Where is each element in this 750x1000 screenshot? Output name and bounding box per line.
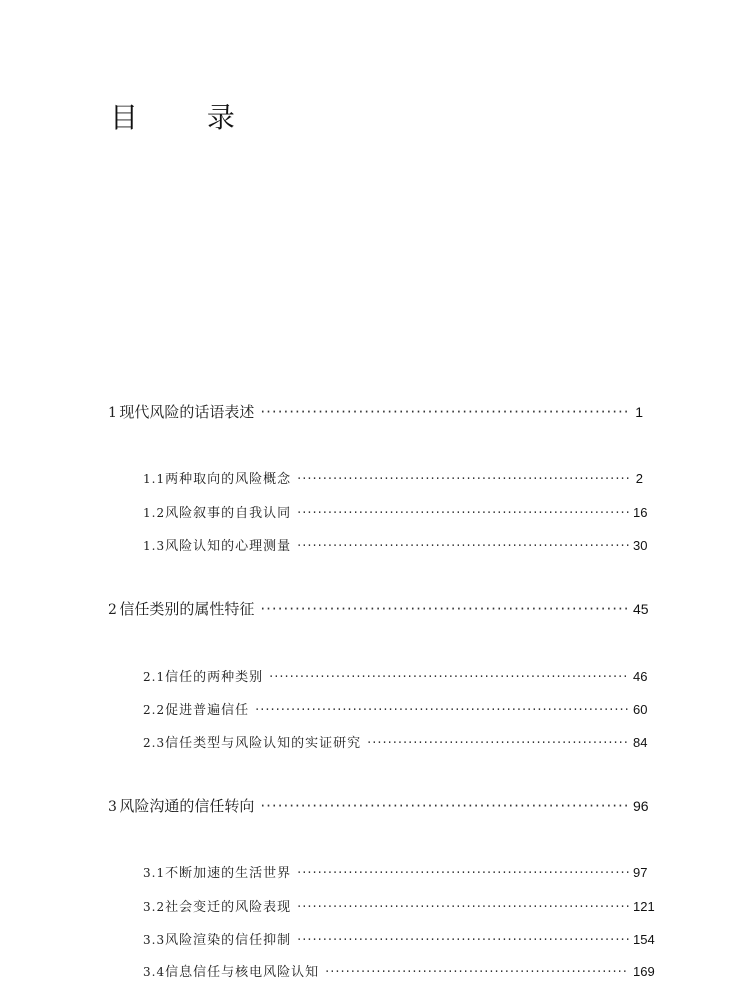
toc-section-2-3[interactable] [143,732,648,751]
toc-section-2-1[interactable] [143,666,648,685]
toc-section-3-3[interactable] [143,929,655,948]
page-number: 121 [633,899,655,914]
dot-leader [260,600,629,618]
section-title: 信任类型与风险认知的实证研究 [165,736,362,751]
page-number: 2 [635,471,643,486]
toc-chapter-2[interactable] [108,598,649,619]
section-title: 信任的两种类别 [165,670,264,685]
section-number: 2.1 [143,670,166,684]
dot-leader [297,900,629,915]
chapter-number: 3 [108,799,117,815]
chapter-number: 2 [108,602,117,618]
dot-leader [297,506,629,521]
toc-section-1-2[interactable] [143,502,648,521]
dot-leader [269,670,629,685]
section-number: 1.3 [143,539,166,553]
section-number: 2.2 [143,703,166,717]
page-number: 45 [633,601,649,617]
section-number: 3.3 [143,933,166,947]
section-title: 风险认知的心理测量 [165,539,292,554]
chapter-number: 1 [108,405,117,421]
section-title: 社会变迁的风险表现 [165,900,292,915]
toc-section-1-1[interactable] [143,468,643,487]
page-number: 97 [633,865,648,880]
dot-leader [297,472,629,487]
page-number: 60 [633,702,648,717]
section-title: 风险叙事的自我认同 [165,506,292,521]
chapter-title: 信任类别的属性特征 [119,600,255,618]
section-number: 1.2 [143,506,166,520]
section-number: 3.2 [143,900,166,914]
toc-chapter-1[interactable] [108,401,643,422]
toc-section-1-3[interactable] [143,535,648,554]
section-number: 1.1 [143,472,166,486]
section-number: 3.4 [143,965,166,979]
dot-leader [297,539,629,554]
dot-leader [297,933,629,948]
page-number: 154 [633,932,655,947]
page-number: 96 [633,798,649,814]
section-title: 两种取向的风险概念 [165,472,292,487]
page-number: 30 [633,538,648,553]
dot-leader [325,965,629,980]
page-number: 16 [633,505,648,520]
toc-section-3-4[interactable] [143,961,655,980]
dot-leader [367,736,629,751]
dot-leader [255,703,629,718]
toc-chapter-3[interactable] [108,795,649,816]
dot-leader [260,403,629,421]
section-title: 不断加速的生活世界 [165,866,292,881]
section-title: 信息信任与核电风险认知 [165,965,320,980]
section-number: 2.3 [143,736,166,750]
page-number: 1 [635,404,643,420]
page-number: 84 [633,735,648,750]
section-title: 风险渲染的信任抑制 [165,933,292,948]
toc-section-3-1[interactable] [143,862,648,881]
dot-leader [260,797,629,815]
section-number: 3.1 [143,866,166,880]
page-title: 目 录 [110,101,265,134]
page-number: 46 [633,669,648,684]
toc-section-3-2[interactable] [143,896,655,915]
chapter-title: 风险沟通的信任转向 [119,797,255,815]
dot-leader [297,866,629,881]
chapter-title: 现代风险的话语表述 [119,403,255,421]
toc-section-2-2[interactable] [143,699,648,718]
page-number: 169 [633,964,655,979]
section-title: 促进普遍信任 [165,703,250,718]
